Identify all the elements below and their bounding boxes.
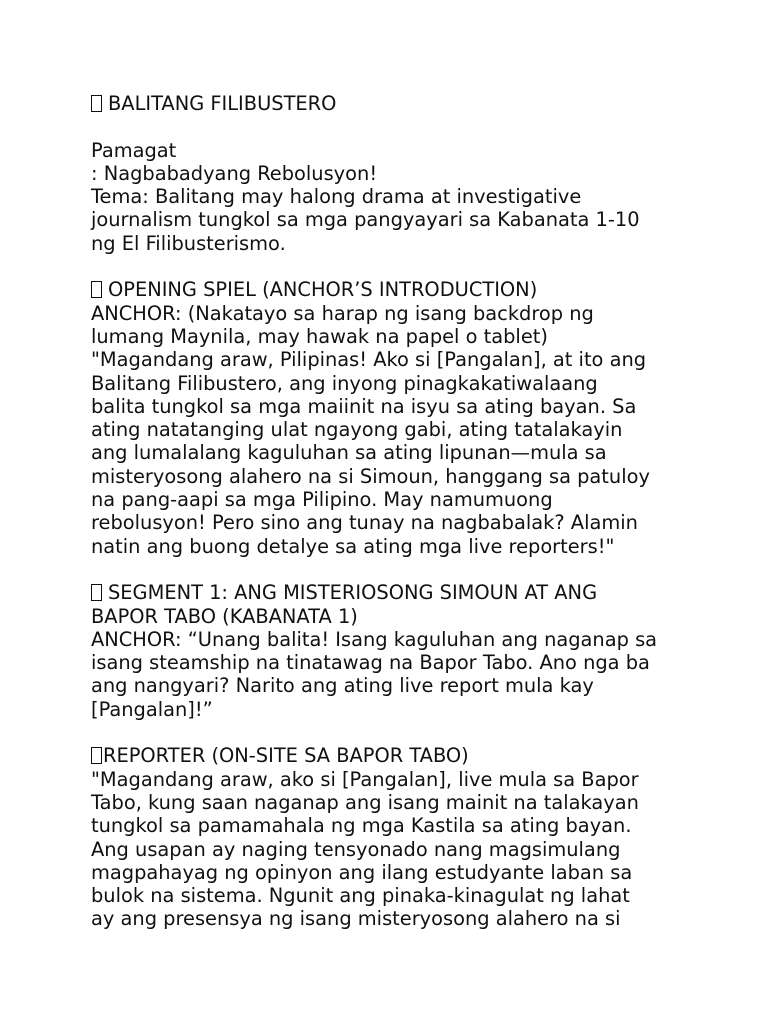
tema-line: Tema: Balitang may halong drama at investigative	[91, 185, 582, 209]
blank-line	[91, 721, 691, 744]
segment1-line: [Pangalan]!”	[91, 697, 213, 721]
segment1-heading: SEGMENT 1: ANG MISTERIOSONG SIMOUN AT ANG	[91, 581, 691, 604]
document-page	[91, 92, 691, 931]
opening-line: Balitang Filibustero, ang inyong pinagkakatiwalaang	[91, 371, 598, 395]
missing-glyph-icon	[91, 95, 102, 112]
missing-glyph-icon	[91, 281, 102, 298]
opening-line: ating natatanging ulat ngayong gabi, ating tatalakayin	[91, 418, 623, 442]
opening-line: lumang Maynila, may hawak na papel o tablet)	[91, 324, 548, 348]
opening-line: "Magandang araw, Pilipinas! Ako si [Pangalan], at ito ang	[91, 348, 647, 372]
opening-heading: OPENING SPIEL (ANCHOR’S INTRODUCTION)	[91, 278, 691, 301]
tema-line: ng El Filibusterismo.	[91, 231, 286, 255]
segment1-line: ANCHOR: “Unang balita! Isang kaguluhan ang naganap sa	[91, 627, 658, 651]
opening-line: natin ang buong detalye sa ating mga live reporters!"	[91, 534, 615, 558]
segment1-line: ang nangyari? Narito ang ating live report mula kay	[91, 674, 594, 698]
missing-glyph-icon	[91, 747, 102, 764]
reporter-line: ay ang presensya ng isang misteryosong alahero na si	[91, 907, 621, 931]
opening-line: balita tungkol sa mga maiinit na isyu sa ating bayan. Sa	[91, 394, 637, 418]
reporter-line: magpahayag ng opinyon ang ilang estudyante laban sa	[91, 860, 633, 884]
opening-line: ang lumalalang kaguluhan sa ating lipunan—mula sa	[91, 441, 607, 465]
reporter-heading: REPORTER (ON-SITE SA BAPOR TABO)	[91, 744, 691, 767]
opening-line: ANCHOR: (Nakatayo sa harap ng isang backdrop ng	[91, 301, 594, 325]
reporter-line: Tabo, kung saan naganap ang isang mainit na talakayan	[91, 790, 639, 814]
tema-line: journalism tungkol sa mga pangyayari sa Kabanata 1-10	[91, 208, 640, 232]
missing-glyph-icon	[91, 584, 102, 601]
opening-line: misteryosong alahero na si Simoun, hanggang sa patuloy	[91, 464, 650, 488]
reporter-line: Ang usapan ay naging tensyonado nang magsimulang	[91, 837, 621, 861]
reporter-line: bulok na sistema. Ngunit ang pinaka-kinagulat ng lahat	[91, 884, 630, 908]
opening-line: rebolusyon! Pero sino ang tunay na nagbabalak? Alamin	[91, 511, 638, 535]
reporter-line: tungkol sa pamamahala ng mga Kastila sa ating bayan.	[91, 814, 632, 838]
pamagat-label: Pamagat	[91, 138, 177, 162]
pamagat-value: : Nagbabadyang Rebolusyon!	[91, 161, 378, 185]
blank-line	[91, 115, 691, 138]
blank-line	[91, 255, 691, 278]
reporter-line: "Magandang araw, ako si [Pangalan], live mula sa Bapor	[91, 767, 639, 791]
opening-line: na pang-aapi sa mga Pilipino. May namumuong	[91, 488, 553, 512]
segment1-heading-cont: BAPOR TABO (KABANATA 1)	[91, 604, 358, 628]
segment1-line: isang steamship na tinatawag na Bapor Tabo. Ano nga ba	[91, 651, 650, 675]
document-title: BALITANG FILIBUSTERO	[91, 92, 691, 115]
blank-line	[91, 558, 691, 581]
